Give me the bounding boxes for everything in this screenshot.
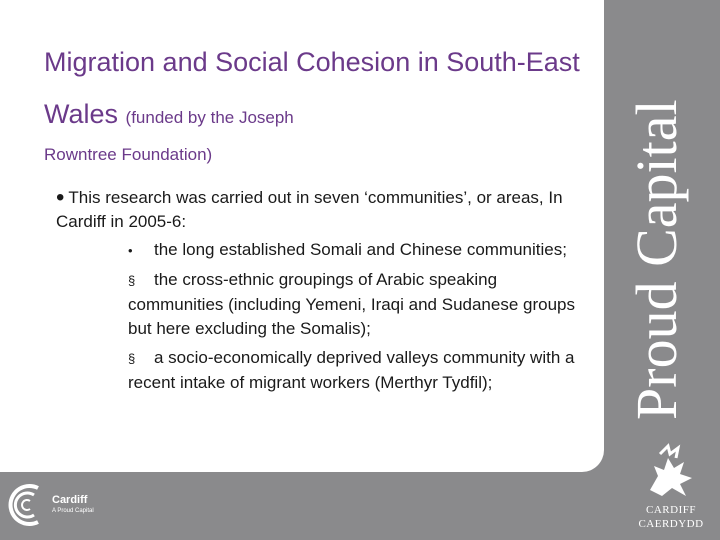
section-marker: §: [128, 273, 136, 288]
list-item-text: a socio-economically deprived valleys community with a recent intake of migrant workers (Merthyr Tydfil);: [128, 348, 575, 392]
list-item: [128, 238, 596, 263]
community-list: [56, 238, 596, 395]
slide-body: [56, 186, 596, 400]
bullet-icon: •: [56, 184, 65, 211]
logo-tagline: A Proud Capital: [52, 508, 94, 514]
list-item: [128, 346, 596, 395]
title-subtitle: (funded by the Joseph: [125, 108, 294, 127]
title-subtitle-continued: Rowntree Foundation): [44, 145, 213, 164]
list-item: [128, 268, 596, 341]
list-item-text: the long established Somali and Chinese communities;: [154, 240, 567, 259]
crest-label-english: CARDIFF: [646, 504, 696, 516]
list-item-text: the cross-ethnic groupings of Arabic speaking communities (including Yemeni, Iraqi and Sudanese groups but here excluding the Somalis);: [128, 270, 575, 338]
proud-capital-vertical-text: Proud Capital: [624, 99, 689, 420]
cardiff-ring-icon: [8, 480, 50, 530]
lead-paragraph: [56, 186, 596, 234]
bullet-marker: •: [128, 243, 133, 258]
crest-label-welsh: CAERDYDD: [638, 518, 704, 530]
lead-text: This research was carried out in seven ‘communities’, or areas, In Cardiff in 2005-6:: [56, 188, 563, 231]
dragon-crest-icon: [640, 440, 702, 502]
cardiff-logo: [8, 480, 108, 530]
cardiff-crest-logo: [626, 440, 716, 535]
slide-title: [44, 36, 584, 168]
section-marker: §: [128, 351, 136, 366]
title-main: Migration and Social Cohesion in South-East Wales: [44, 47, 580, 129]
logo-name: Cardiff: [52, 494, 88, 506]
